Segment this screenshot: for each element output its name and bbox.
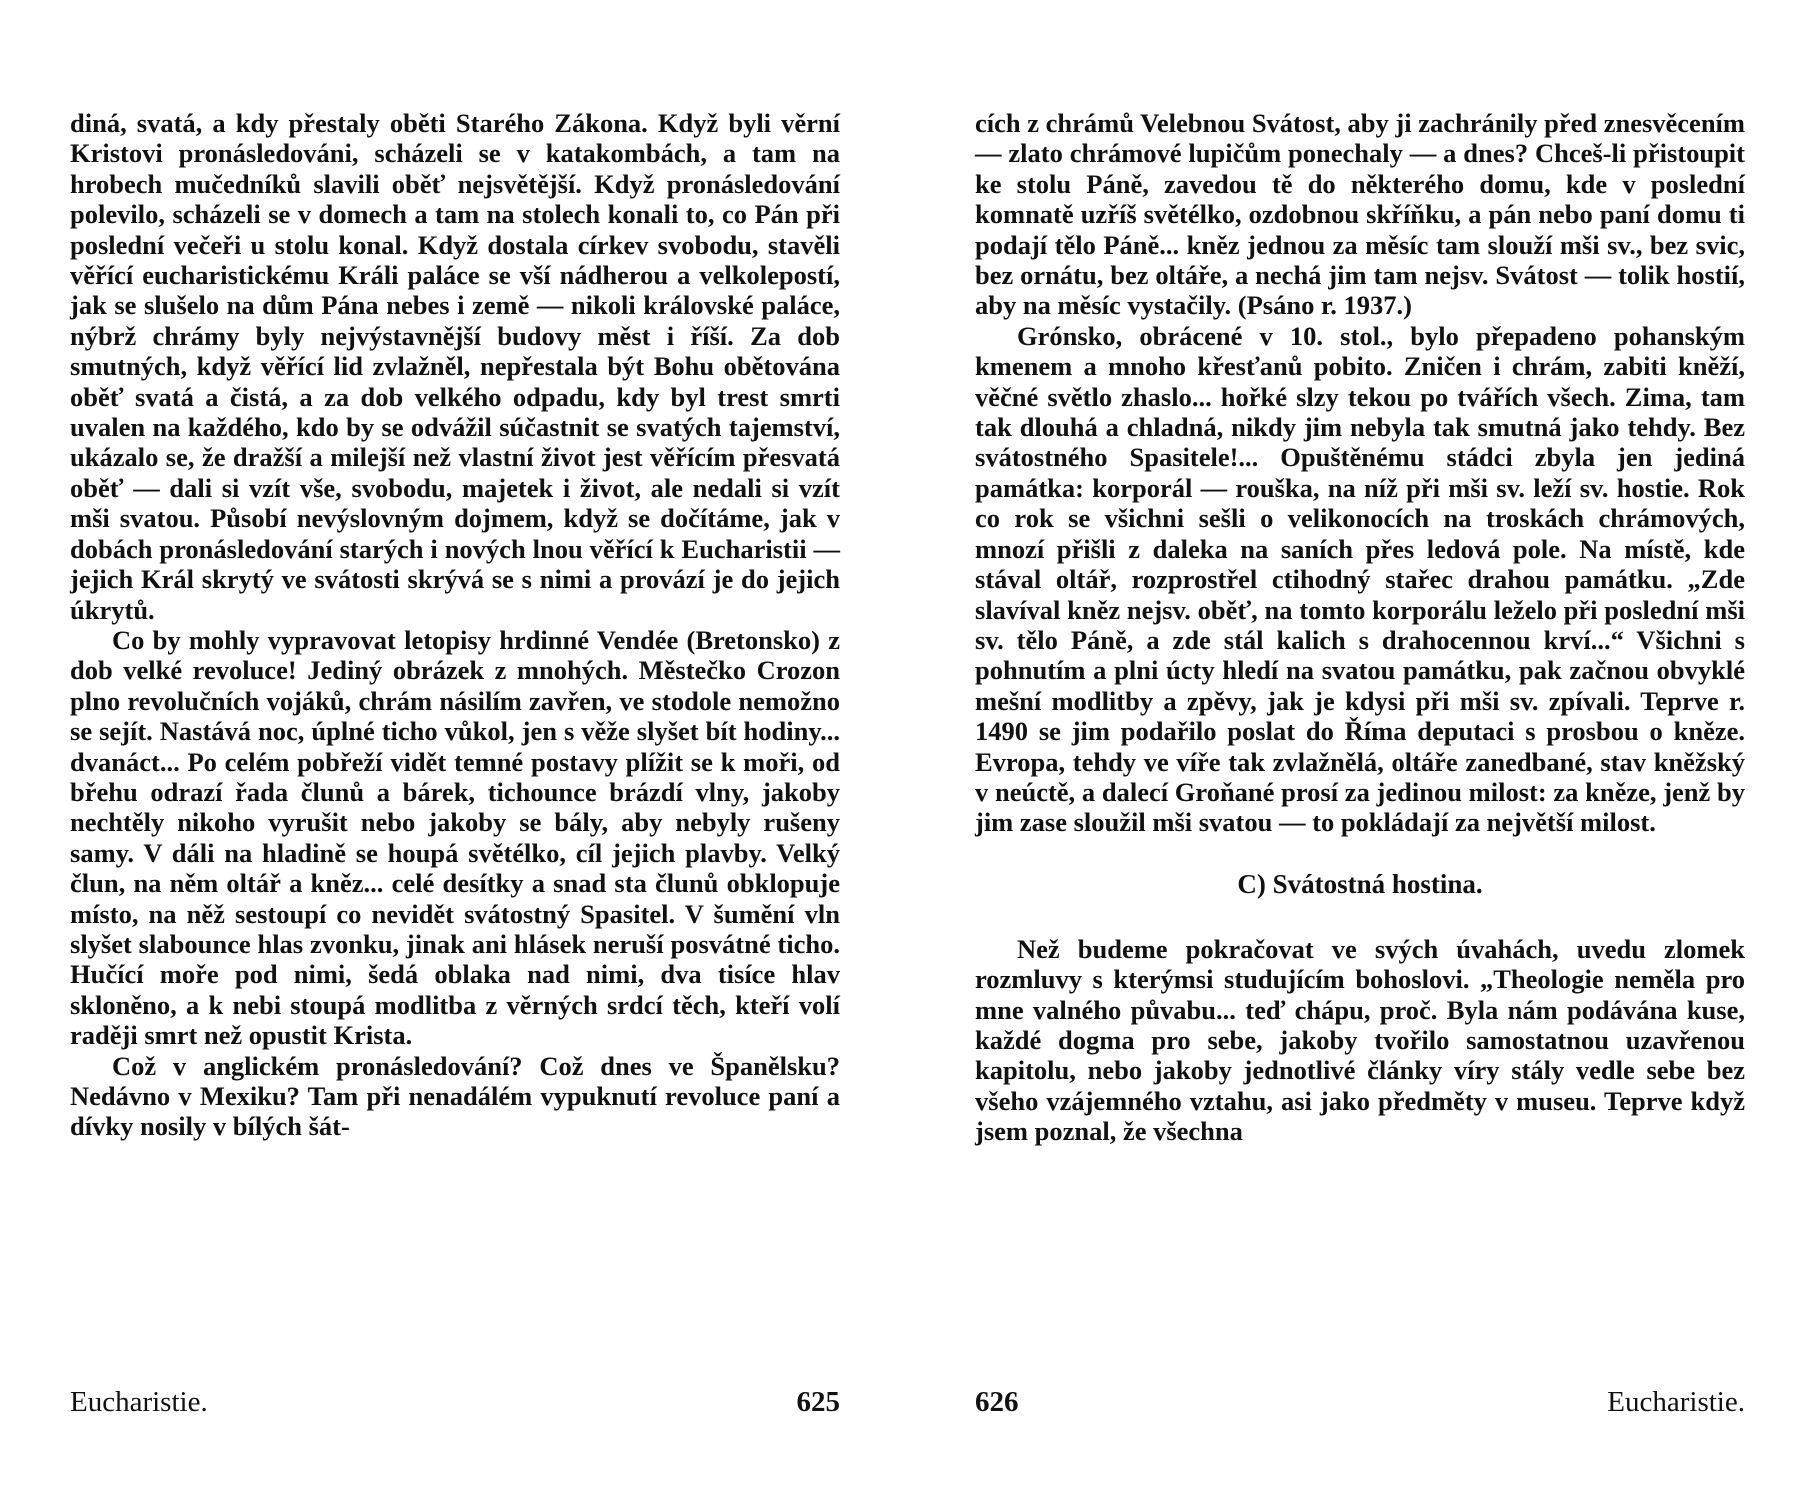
right-page: [975, 108, 1745, 1147]
running-title: Eucharistie.: [70, 1386, 208, 1418]
running-title: Eucharistie.: [1607, 1386, 1745, 1418]
right-page-text-after: [975, 934, 1745, 1147]
left-page-text: [70, 108, 840, 1142]
left-page: [70, 108, 840, 1142]
paragraph: Než budeme pokračovat ve svých úvahách, uvedu zlomek rozmluvy s kterýmsi studujícím bohoslovi. „Theologie neměla pro mne valného půvabu... teď chápu, proč. Byla nám podávána kuse, každé dogma pro sebe, jakoby tvořilo samostatnou uzavřenou kapitolu, nebo jakoby jednotlivé články víry stály vedle sebe bez všeho vzájemného vztahu, asi jako předměty v museu. Teprve když jsem poznal, že všechna: [975, 933, 1745, 1147]
right-page-text: [975, 108, 1745, 838]
page-number: 626: [975, 1386, 1019, 1418]
paragraph: cích z chrámů Velebnou Svátost, aby ji zachránily před znesvěcením — zlato chrámové lupičům ponechaly — a dnes? Chceš-li přistoupit ke stolu Páně, zavedou tě do některého domu, kde v poslední komnatě uzříš světélko, ozdobnou skříňku, a pán nebo paní domu ti podají tělo Páně... kněz jednou za měsíc tam slouží mši sv., bez svic, bez ornátu, bez oltáře, a nechá jim tam nejsv. Svátost — tolik hostií, aby na měsíc vystačily. (Psáno r. 1937.): [975, 108, 1745, 321]
paragraph: diná, svatá, a kdy přestaly oběti Starého Zákona. Když byli věrní Kristovi pronásledováni, scházeli se v katakombách, a tam na hrobech mučedníků slavili oběť nejsvětější. Když pronásledování polevilo, scházeli se v domech a tam na stolech konali to, co Pán při poslední večeři u stolu konal. Když dostala církev svobodu, stavěli věřící eucharistickému Králi paláce se vší nádherou a velkolepostí, jak se slušelo na dům Pána nebes i země — nikoli královské paláce, nýbrž chrámy byly nejvýstavnější budovy měst i říší. Za dob smutných, když věřící lid zvlažněl, nepřestala být Bohu obětována oběť svatá a čistá, a za dob velkého odpadu, kdy byl trest smrti uvalen na každého, kdo by se odvážil súčastnit se svatých tajemství, ukázalo se, že dražší a milejší než vlastní život jest věřícím přesvatá oběť — dali si vzít vše, svobodu, majetek i život, ale nedali si vzít mši svatou. Působí nevýslovným dojmem, když se dočítáme, jak v dobách pronásledování starých i nových lnou věřící k Eucharistii — jejich Král skrytý ve svátosti skrývá se s nimi a provází je do jejich úkrytů.: [70, 108, 840, 625]
section-heading: C) Svátostná hostina.: [1237, 868, 1483, 899]
paragraph: Grónsko, obrácené v 10. stol., bylo přepadeno pohanským kmenem a mnoho křesťanů pobito. Zničen i chrám, zabiti kněží, věčné světlo zhaslo... hořké slzy tekou po tvářích všech. Zima, tam tak dlouhá a chladná, nikdy jim nebyla tak smutná jako tehdy. Bez svátostného Spasitele!... Opuštěnému stádci zbyla jen jediná památka: korporál — rouška, na níž při mši sv. leží sv. hostie. Rok co rok se všichni sešli o velikonocích na troskách chrámových, mnozí přišli z daleka na saních přes ledová pole. Na místě, kde stával oltář, rozprostřel ctihodný stařec drahou památku. „Zde slavíval kněz nejsv. oběť, na tomto korporálu leželo při poslední mši sv. tělo Páně, a zde stál kalich s drahocennou krví...“ Všichni s pohnutím a plni úcty hledí na svatou památku, pak začnou obvyklé mešní modlitby a zpěvy, jak je kdysi při mši sv. zpívali. Teprve r. 1490 se jim podařilo poslat do Říma deputaci s prosbou o kněze. Evropa, tehdy ve víře tak zvlažnělá, oltáře zanedbané, stav kněžský v neúctě, a dalecí Groňané prosí za jedinou milost: za kněze, jenž by jim zase sloužil mši svatou — to pokládají za největší milost.: [975, 320, 1745, 838]
paragraph: Což v anglickém pronásledování? Což dnes ve Španělsku? Nedávno v Mexiku? Tam při nenadálém vypuknutí revoluce paní a dívky nosily v bílých šát-: [70, 1050, 840, 1142]
page-number: 625: [796, 1386, 840, 1418]
paragraph: Co by mohly vypravovat letopisy hrdinné Vendée (Bretonsko) z dob velké revoluce! Jediný obrázek z mnohých. Městečko Crozon plno revolučních vojáků, chrám násilím zavřen, ve stodole nemožno se sejít. Nastává noc, úplné ticho vůkol, jen s věže slyšet bít hodiny... dvanáct... Po celém pobřeží vidět temné postavy plížit se k moři, od břehu odrazí řada člunů a bárek, tichounce brázdí vlny, jakoby nechtěly nikoho vyrušit nebo jakoby se bály, aby nebyly rušeny samy. V dáli na hladině se houpá světélko, cíl jejich plavby. Velký člun, na něm oltář a kněz... celé desítky a snad sta člunů obklopuje místo, na něž sestoupí co nevidět svátostný Spasitel. V šumění vln slyšet slabounce hlas zvonku, jinak ani hlásek neruší posvátné ticho. Hučící moře pod nimi, šedá oblaka nad nimi, dva tisíce hlav skloněno, a k nebi stoupá modlitba z věrných srdcí těch, kteří volí raději smrt než opustit Krista.: [70, 624, 840, 1051]
